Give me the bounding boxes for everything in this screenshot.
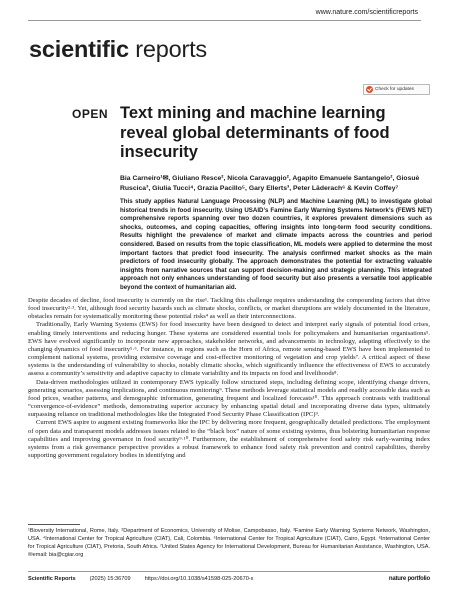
article-title: Text mining and machine learning reveal global determinants of food insecurity bbox=[120, 104, 390, 161]
body-paragraph: Current EWS aspire to augment existing frameworks like the IPC by delivering more frequent, geographically detailed predictions. The employment of open data and transparent models addresses issues related to the “black box” nature of some existing systems, thus bolstering humanitarian response capabilities and improving governance in food security⁹·¹⁰. Furthermore, the establishment of comprehensive food safety risk early-warning index systems from a risk governance perspective provides a robust framework to enhance food safety risk prevention and control capabilities, thereby supporting government regulatory bodies in identifying and bbox=[28, 419, 430, 459]
footer-volume: (2025) 15:36709 bbox=[89, 576, 131, 582]
footer-doi-link[interactable]: https://doi.org/10.1038/s41598-025-20670-x bbox=[144, 576, 254, 582]
header-rule bbox=[28, 20, 421, 21]
author-list: Bia Carneiro¹✉, Giuliano Resce², Nicola Caravaggio², Agapito Emanuele Santangelo², Giosuè Ruscica³, Giulia Tucci⁴, Grazia Pacillo⁵, Gary Ellerts³, Peter Läderach⁶ & Kevin Coffey⁷ bbox=[120, 175, 420, 192]
page-footer bbox=[28, 574, 430, 584]
affiliations: ¹Bioversity International, Rome, Italy. ²Department of Economics, University of Molise, Campobasso, Italy. ³Famine Early Warning Systems Network, Washington, USA. ⁴International Center for Tropical Agriculture (CIAT), Cali, Colombia. ⁵International Center for Tropical Agriculture (CIAT), Cairo, Egypt. ⁶International Center for Tropical Agriculture (CIAT), Pretoria, South Africa. ⁷United States Agency for International Development, Bureau for Humanitarian Assistance, Washington, USA. ✉email: bia@cgiar.org bbox=[28, 528, 430, 558]
body-paragraph: Data-driven methodologies utilized in contemporary EWS typically follow structured steps, including defining scope, identifying change drivers, generating scenarios, assessing implications, and continuous monitoring⁹. These methods leverage statistical models and readily accessible data such as food prices, weather patterns, and demographic information, generating frequent and localized forecasts¹⁰. This approach contrasts with traditional “convergence-of-evidence” methods, demonstrating superior accuracy by enhancing spatial detail and incorporating diverse data types, ultimately surpassing reliance on traditional methodologies like the Integrated Food Security Phase Classification (IPC)⁹. bbox=[28, 378, 430, 419]
journal-name-light: reports bbox=[128, 36, 207, 62]
body-paragraph: Despite decades of decline, food insecurity is currently on the rise¹. Tackling this challenge requires understanding the compounding factors that drive food insecurity²·³. Yet, although food security hazards such as climate shocks, conflicts, or market disruptions are widely documented in the literature, obstacles remain for systematically monitoring these potential risks⁴ as well as their interconnections. bbox=[28, 297, 430, 321]
publisher-logo bbox=[389, 576, 430, 582]
body-paragraph: Traditionally, Early Warning Systems (EWS) for food insecurity have been designed to detect and interpret early signals of potential food crises, enabling timely interventions and reducing hunger. These systems are considered essential tools for policymakers and humanitarian organisations⁵. EWS have evolved significantly to incorporate new approaches, stakeholder networks, and advancements in technology, adapting effectively to the changing dynamics of food insecurity⁵·⁶. For instance, in regions such as the Horn of Africa, remote sensing-based EWS have been implemented to complement national systems, providing extensive coverage and cost-effective monitoring of vegetation and crop yields⁷. A critical aspect of these systems is the understanding of vulnerability to shocks, notably climatic shocks, which significantly influence the effectiveness of EWS to accurately assess a community’s sensitivity and adaptive capacity to climate variability and its impacts on food and livelihoods⁸. bbox=[28, 321, 430, 378]
footer-journal: Scientific Reports bbox=[28, 576, 76, 582]
check-for-updates-label: Check for updates bbox=[375, 87, 414, 92]
footer-rule bbox=[28, 571, 430, 572]
journal-logo bbox=[29, 36, 207, 63]
abstract: This study applies Natural Language Processing (NLP) and Machine Learning (ML) to investigate global historical trends in food insecurity. Using USAID’s Famine Early Warning Systems Network’s (FEWS NET) comprehensive reports spanning over two dozen countries, it explores prevalent dimensions such as shocks, outcomes, and coping capacities, offering insights into long-term food security conditions. Results highlight the prevalence of market and climate impacts across the countries and period considered. Based on results from the topic classification, ML models were applied to determine the most important factors that predict food insecurity. The analysis confirmed market shocks as the main predictors of food insecurity globally. The approach demonstrates the potential for extracting valuable insights from narrative sources that can support decision-making and strategic planning. This integrated approach not only enhances understanding of food security but also presents a versatile tool applicable beyond the context of humanitarian aid. bbox=[120, 198, 432, 291]
affiliation-rule bbox=[28, 524, 80, 525]
check-for-updates-button[interactable] bbox=[363, 84, 430, 95]
body-text bbox=[28, 297, 430, 460]
publisher-name: nature portfolio bbox=[388, 576, 430, 582]
checkmark-icon bbox=[366, 86, 373, 93]
open-access-label: OPEN bbox=[72, 107, 109, 121]
journal-url[interactable]: www.nature.com/scientificreports bbox=[315, 9, 418, 16]
journal-name-bold: scientific bbox=[29, 36, 129, 62]
